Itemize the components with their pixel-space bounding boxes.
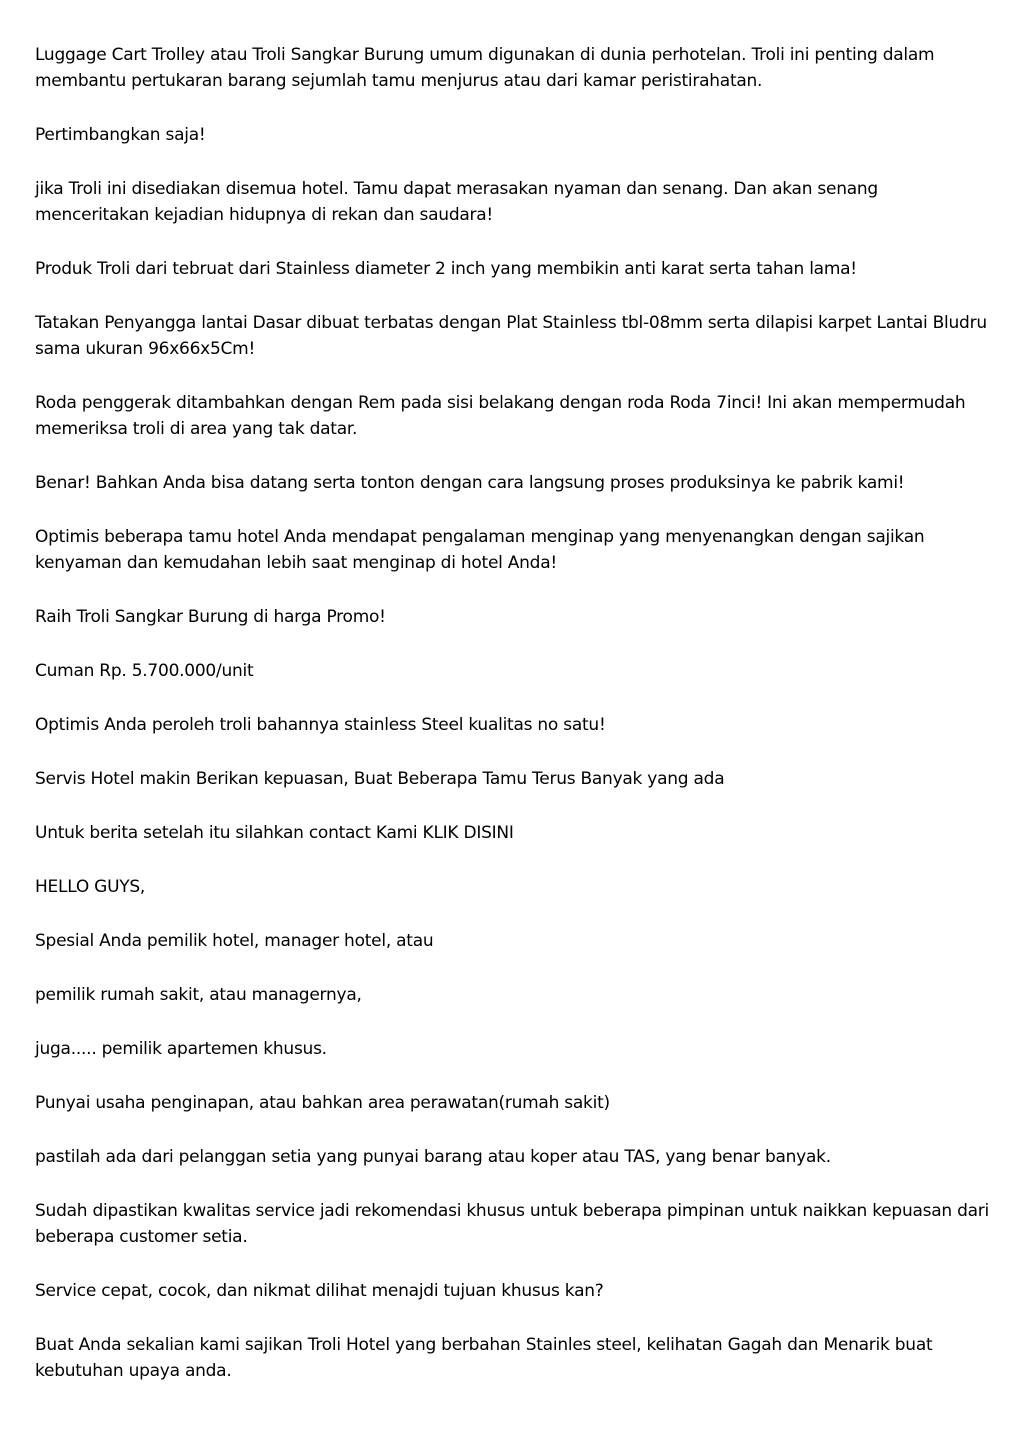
paragraph-material: Produk Troli dari tebruat dari Stainless diameter 2 inch yang membikin anti karat serta tahan lama! <box>35 259 857 279</box>
document-body <box>35 42 997 1412</box>
paragraph-price: Cuman Rp. 5.700.000/unit <box>35 661 254 681</box>
paragraph-quality: Optimis Anda peroleh troli bahannya stainless Steel kualitas no satu! <box>35 715 606 735</box>
paragraph-offer: Buat Anda sekalian kami sajikan Troli Hotel yang berbahan Stainles steel, kelihatan Gagah dan Menarik buat kebutuhan upaya anda. <box>35 1335 933 1381</box>
paragraph-consider: Pertimbangkan saja! <box>35 125 206 145</box>
paragraph-audience-hotel: Spesial Anda pemilik hotel, manager hotel, atau <box>35 931 434 951</box>
paragraph-customers: pastilah ada dari pelanggan setia yang punyai barang atau koper atau TAS, yang benar banyak. <box>35 1147 831 1167</box>
paragraph-audience-apartment: juga..... pemilik apartemen khusus. <box>35 1039 327 1059</box>
paragraph-contact: Untuk berita setelah itu silahkan contact Kami KLIK DISINI <box>35 823 514 843</box>
paragraph-intro: Luggage Cart Trolley atau Troli Sangkar Burung umum digunakan di dunia perhotelan. Troli ini penting dalam membantu pertukaran barang sejumlah tamu menjurus atau dari kamar peristirahatan. <box>35 45 935 91</box>
paragraph-greeting: HELLO GUYS, <box>35 877 146 897</box>
paragraph-service: Servis Hotel makin Berikan kepuasan, Buat Beberapa Tamu Terus Banyak yang ada <box>35 769 725 789</box>
paragraph-promo: Raih Troli Sangkar Burung di harga Promo! <box>35 607 386 627</box>
paragraph-wheels: Roda penggerak ditambahkan dengan Rem pada sisi belakang dengan roda Roda 7inci! Ini akan mempermudah memeriksa troli di area yang tak datar. <box>35 393 966 439</box>
paragraph-base-plate: Tatakan Penyangga lantai Dasar dibuat terbatas dengan Plat Stainless tbl-08mm serta dilapisi karpet Lantai Bludru sama ukuran 96x66x5Cm! <box>35 313 987 359</box>
paragraph-hotel-comfort: jika Troli ini disediakan disemua hotel. Tamu dapat merasakan nyaman dan senang. Dan akan senang menceritakan kejadian hidupnya di rekan dan saudara! <box>35 179 878 225</box>
paragraph-factory-visit: Benar! Bahkan Anda bisa datang serta tonton dengan cara langsung proses produksinya ke pabrik kami! <box>35 473 905 493</box>
paragraph-recommendation: Sudah dipastikan kwalitas service jadi rekomendasi khusus untuk beberapa pimpinan untuk naikkan kepuasan dari beberapa customer setia. <box>35 1201 990 1247</box>
paragraph-guest-experience: Optimis beberapa tamu hotel Anda mendapat pengalaman menginap yang menyenangkan dengan sajikan kenyaman dan kemudahan lebih saat menginap di hotel Anda! <box>35 527 925 573</box>
paragraph-audience-hospital: pemilik rumah sakit, atau managernya, <box>35 985 362 1005</box>
paragraph-service-goal: Service cepat, cocok, dan nikmat dilihat menajdi tujuan khusus kan? <box>35 1281 604 1301</box>
paragraph-business: Punyai usaha penginapan, atau bahkan area perawatan(rumah sakit) <box>35 1093 610 1113</box>
